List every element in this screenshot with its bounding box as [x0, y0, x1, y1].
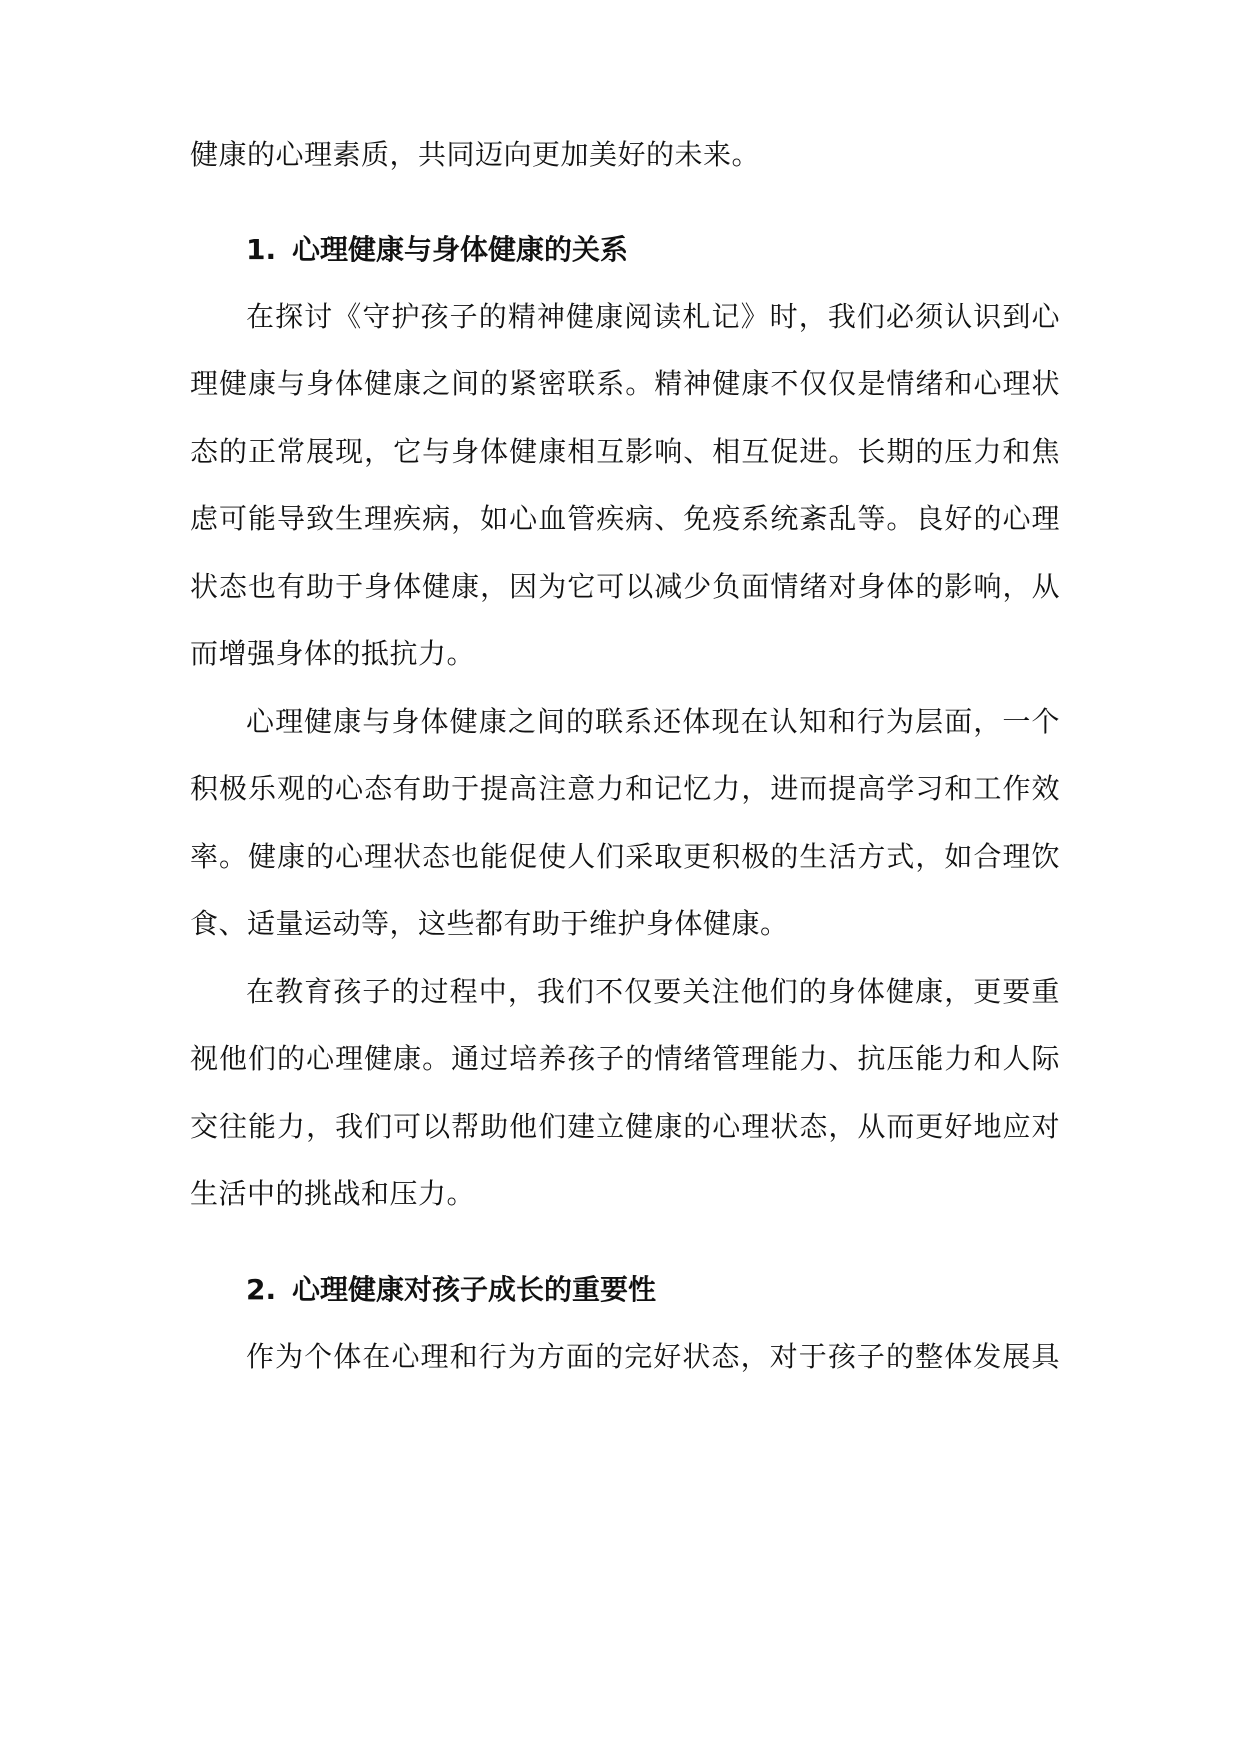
paragraph-line: 作为个体在心理和行为方面的完好状态，对于孩子的整体发展具	[246, 1340, 1060, 1373]
paragraph-line: 而增强身体的抵抗力。	[190, 637, 476, 670]
section-number: 2.	[246, 1273, 277, 1306]
paragraph-line: 在探讨《守护孩子的精神健康阅读札记》时，我们必须认识到心	[246, 300, 1060, 333]
paragraph-line: 心理健康与身体健康之间的联系还体现在认知和行为层面，一个	[246, 705, 1060, 738]
paragraph-line: 理健康与身体健康之间的紧密联系。精神健康不仅仅是情绪和心理状	[190, 367, 1060, 400]
paragraph-line: 态的正常展现，它与身体健康相互影响、相互促进。长期的压力和焦	[190, 435, 1060, 468]
section-heading-2	[246, 1270, 656, 1310]
paragraph-line: 虑可能导致生理疾病，如心血管疾病、免疫系统紊乱等。良好的心理	[190, 502, 1060, 535]
paragraph-line: 积极乐观的心态有助于提高注意力和记忆力，进而提高学习和工作效	[190, 772, 1060, 805]
paragraph-line: 食、适量运动等，这些都有助于维护身体健康。	[190, 907, 789, 940]
section-heading-1	[246, 230, 628, 270]
intro-line: 健康的心理素质，共同迈向更加美好的未来。	[190, 138, 761, 171]
section-title: 心理健康对孩子成长的重要性	[292, 1273, 657, 1306]
paragraph-line: 在教育孩子的过程中，我们不仅要关注他们的身体健康，更要重	[246, 975, 1060, 1008]
section-number: 1.	[246, 233, 277, 266]
paragraph-line: 状态也有助于身体健康，因为它可以减少负面情绪对身体的影响，从	[190, 570, 1060, 603]
paragraph-line: 生活中的挑战和压力。	[190, 1177, 476, 1210]
paragraph-line: 交往能力，我们可以帮助他们建立健康的心理状态，从而更好地应对	[190, 1110, 1060, 1143]
paragraph-line: 率。健康的心理状态也能促使人们采取更积极的生活方式，如合理饮	[190, 840, 1060, 873]
section-title: 心理健康与身体健康的关系	[292, 233, 629, 266]
paragraph-line: 视他们的心理健康。通过培养孩子的情绪管理能力、抗压能力和人际	[190, 1042, 1060, 1075]
